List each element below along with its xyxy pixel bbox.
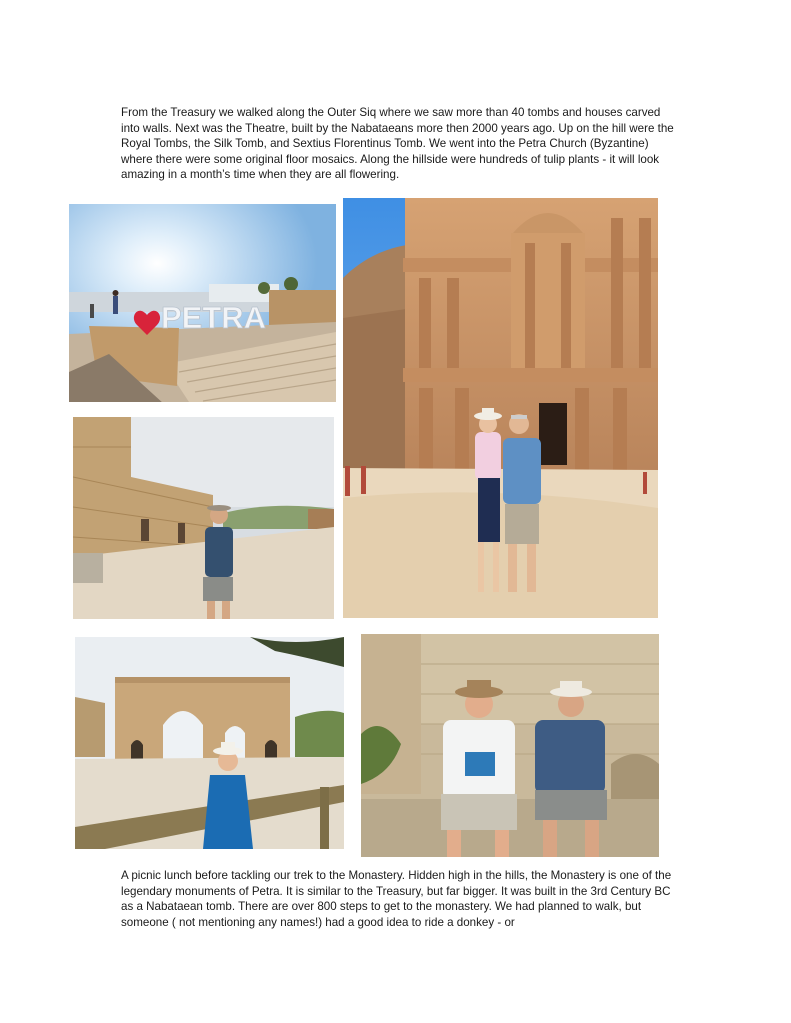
photo-man-ruins	[73, 417, 334, 619]
photo-monastery-couple	[343, 198, 658, 618]
petra-sign-letters: PETRA	[161, 300, 267, 335]
photo-petra-sign	[69, 204, 336, 402]
photo-two-men-seated	[361, 634, 659, 857]
intro-paragraph: From the Treasury we walked along the Outer Siq where we saw more than 40 tombs and houses carved into walls. Next was the Theatre, built by the Nabataeans more then 2000 years ago. Up on the hill were the Royal Tombs, the Silk Tomb, and Sextius Florentinus Tomb. We went into the Petra Church (Byzantine) where there were some original floor mosaics. Along the hillside were hundreds of tulip plants - it will look amazing in a month’s time when they are all flowering.	[121, 106, 674, 182]
monastery-paragraph: A picnic lunch before tackling our trek to the Monastery. Hidden high in the hills, the Monastery is one of the legendary monuments of Petra. It is similar to the Treasury, but far bigger. It was built in the 3rd Century BC as a Nabataean tomb. There are over 800 steps to get to the monastery. We had planned to walk, but someone ( not mentioning any names!) had a good idea to ride a donkey - or	[121, 869, 672, 929]
photo-woman-arch	[75, 637, 344, 849]
